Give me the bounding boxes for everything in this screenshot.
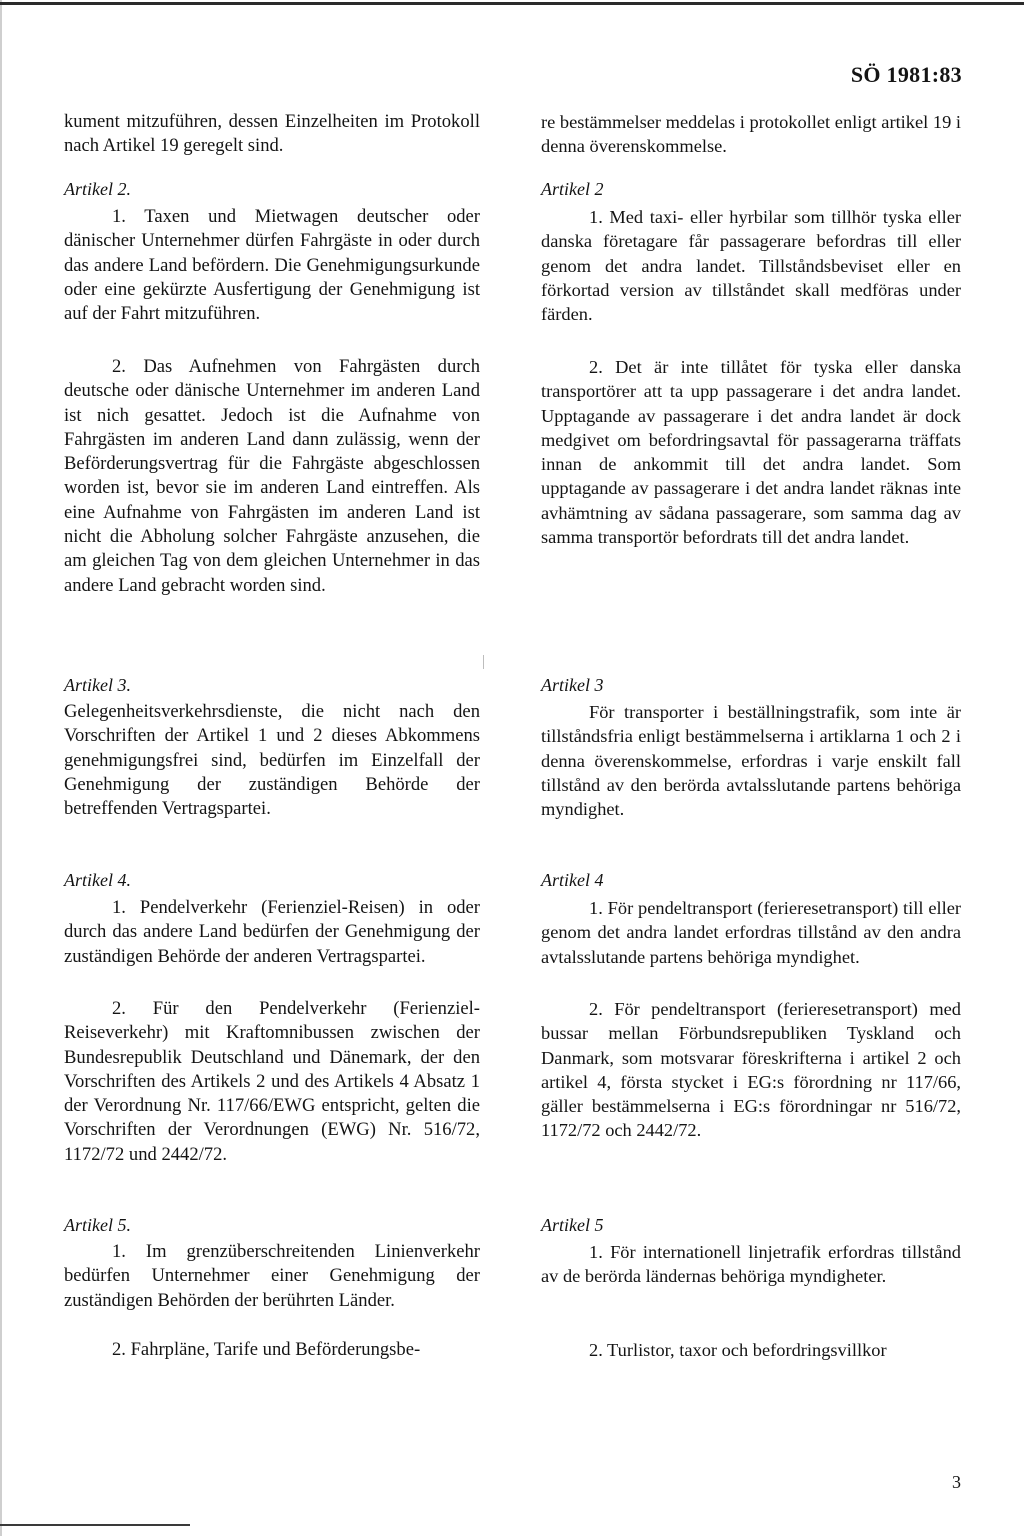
document-reference: SÖ 1981:83 [850,62,962,87]
column-divider-mark [483,655,484,669]
swedish-article-3-para-1: För transporter i beställningstrafik, som inte är tillståndsfria enligt bestämmelserna i artiklarna 1 och 2 i denna överenskommelse, erfordras i varje enskilt fall tillstånd av den berörda avtalsslutande partens behöriga myndighet. [541,702,961,820]
german-article-5-para-1: 1. Im grenzüberschreitenden Linienverkehr bedürfen Unternehmer einer Genehmigung der zuständigen Behörden der berührten Länder. [64,1241,480,1311]
swedish-article-5-heading: Artikel 5 [541,1215,604,1235]
german-article-4-para-2: 2. Für den Pendelverkehr (Ferienziel-Reiseverkehr) mit Kraftomnibussen zwischen der Bundesrepublik Deutschland und Dänemark, der den Vorschriften des Artikels 2 und des Artikels 4 Absatz 1 der Verordnung Nr. 117/66/EWG entspricht, gelten die Vorschriften der Verordnungen (EWG) Nr. 516/72, 1172/72 und 2442/72. [64,998,480,1165]
german-article-3-heading: Artikel 3. [64,675,131,695]
swedish-intro: re bestämmelser meddelas i protokollet enligt artikel 19 i denna överenskommelse. [541,112,961,157]
german-article-2-heading: Artikel 2. [64,179,131,199]
german-article-3-para-1: Gelegenheitsverkehrsdienste, die nicht nach den Vorschriften der Artikel 1 und 2 dieses Abkommens genehmigungsfrei sind, bedürfen im Einzelfall der Genehmigung der zuständigen Behörde der betreffenden Vertragspartei. [64,701,480,820]
scan-edge-line [0,0,2,1536]
german-article-5-para-2: 2. Fahrpläne, Tarife und Beförderungsbe- [112,1339,421,1360]
swedish-article-5-para-2: 2. Turlistor, taxor och befordringsvillkor [589,1340,887,1360]
swedish-article-2-para-2: 2. Det är inte tillåtet för tyska eller danska transportörer att ta upp passagerare i det andra landet. Upptagande av passagerare i det andra landet är dock medgivet om befordringsavtal för passagerarna träffats innan de ankommit till det andra landet. Som upptagande av passagerare i det andra landet räknas inte avhämtning av sådana passagerare, som samma dag av samma transportör befordrats till det andra landet. [541,357,961,548]
german-article-4-para-1: 1. Pendelverkehr (Ferienziel-Reisen) in oder durch das andere Land bedürfen der Genehmigung der zuständigen Behörde der anderen Vertragspartei. [64,897,480,967]
swedish-article-3-heading: Artikel 3 [541,675,604,695]
swedish-article-4-para-1: 1. För pendeltransport (ferieresetransport) till eller genom det andra landet erfordras tillstånd av den andra avtalsslutande partens behöriga myndighet. [541,898,961,967]
swedish-article-4-para-2: 2. För pendeltransport (ferieresetransport) med bussar mellan Förbundsrepubliken Tyskland och Danmark, som motsvarar föreskrifterna i artikel 2 och artikel 4, första stycket i EG:s förordning nr 117/66, gäller bestämmelserna i EG:s förordningar nr 516/72, 1172/72 och 2442/72. [541,999,961,1141]
german-intro: kument mitzuführen, dessen Einzelheiten im Protokoll nach Artikel 19 geregelt sind. [64,111,480,157]
swedish-article-2-heading: Artikel 2 [541,179,604,199]
german-article-2-para-1: 1. Taxen und Mietwagen deutscher oder dänischer Unternehmer dürfen Fahrgäste in oder durch das andere Land befördern. Die Genehmigungsurkunde oder eine gekürzte Ausfertigung der Genehmigung ist auf der Fahrt mitzuführen. [64,206,480,325]
swedish-article-4-heading: Artikel 4 [541,870,604,890]
page-number: 3 [952,1472,961,1492]
swedish-article-2-para-1: 1. Med taxi- eller hyrbilar som tillhör tyska eller danska företagare får passagerare befordras till eller genom det andra landet. Tillståndsbeviset eller en förkortad version av tillståndet skall medföras under färden. [541,207,961,325]
swedish-article-5-para-1: 1. För internationell linjetrafik erfordras tillstånd av de berörda ländernas behöriga myndigheter. [541,1242,961,1287]
top-rule [0,2,1024,5]
bottom-rule [0,1524,190,1526]
german-article-4-heading: Artikel 4. [64,870,131,890]
german-article-5-heading: Artikel 5. [64,1215,131,1235]
german-article-2-para-2: 2. Das Aufnehmen von Fahrgästen durch deutsche oder dänische Unternehmer im anderen Land ist nich gesattet. Jedoch ist die Aufnahme von Fahrgästen im anderen Land dann zulässig, wenn der Beförderungsvertrag für die Fahrgäste abgeschlossen worden ist, bevor sie im anderen Land eintreffen. Als eine Aufnahme von Fahrgästen im anderen Land ist nicht die Abholung solcher Fahrgäste anzusehen, die am gleichen Tag von dem gleichen Unternehmer in das andere Land gebracht worden sind. [64,356,480,596]
